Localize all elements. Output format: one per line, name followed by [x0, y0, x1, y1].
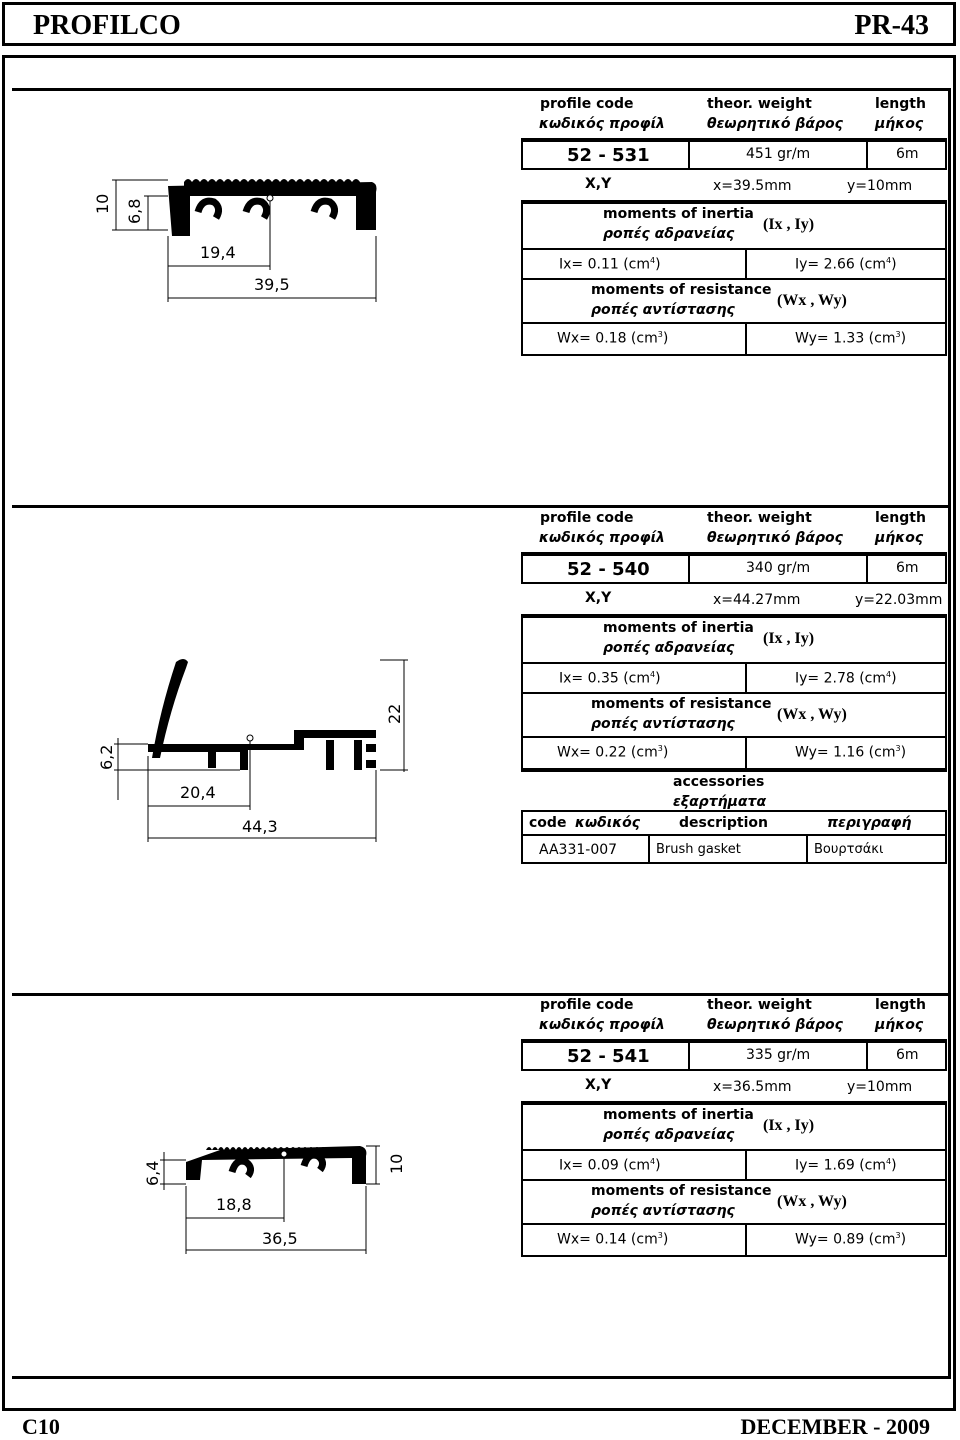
length-value: 6m [896, 1047, 919, 1063]
inertia-label-gr: ροπές αδρανείας [603, 226, 735, 242]
resistance-label-gr: ροπές αντίστασης [591, 716, 735, 732]
dim-height: 6,4 [143, 1160, 162, 1186]
profile-code: 52 - 540 [567, 559, 650, 580]
dim-centroid-x: 20,4 [180, 783, 216, 802]
inertia-symbol: (Ix , Iy) [763, 216, 815, 233]
wx-value: Wx= 0.18 (cm [557, 330, 658, 347]
resistance-label: moments of resistance [591, 1183, 772, 1199]
wy-value: Wy= 1.16 (cm [795, 744, 896, 761]
acc-code-label-gr: κωδικός [575, 815, 641, 831]
weight-value: 335 gr/m [746, 1047, 811, 1063]
dim-height: 6,2 [97, 744, 116, 770]
iy-value: Iy= 2.78 (cm [795, 670, 887, 687]
acc-code-label: code [529, 815, 567, 831]
inertia-symbol: (Ix , Iy) [763, 630, 815, 647]
weight-value: 451 gr/m [746, 146, 811, 162]
screw-channel [304, 1155, 323, 1170]
inertia-label: moments of inertia [603, 206, 754, 222]
iy-value: Iy= 2.66 (cm [795, 256, 887, 273]
dim-total-height: 10 [387, 1153, 406, 1174]
profile-code-label: profile code [540, 997, 634, 1013]
resistance-symbol: (Wx , Wy) [777, 1193, 847, 1210]
centroid-y: y=22.03mm [855, 592, 943, 608]
inertia-label: moments of inertia [603, 1107, 754, 1123]
dim-width: 36,5 [262, 1229, 298, 1248]
dim-centroid-x: 19,4 [200, 243, 236, 262]
centroid-label: X,Y [585, 176, 612, 192]
weight-label-gr: θεωρητικό βάρος [707, 116, 843, 132]
length-label: length [875, 997, 926, 1013]
acc-desc-label-gr: περιγραφή [827, 815, 912, 831]
length-label-gr: μήκος [875, 1017, 924, 1033]
inertia-label: moments of inertia [603, 620, 754, 636]
dim-width: 39,5 [254, 275, 290, 294]
profile-spec-table: profile code κωδικός προφίλ theor. weight θεωρητικό βάρος length μήκος 52 - 531 451 gr/m 6m X,Y x=39.5mm y=10mm moments of inertia ροπές αδρανείας (Ix , Iy) Ix= 0.11 $(cm^4)$ Iy= 2.66 $(cm^4)$ moments of resistance ροπές αντίστασης (Wx , Wy) Wx= 0.18 $(cm^3)$ Wy= 1.33 $(cm^3)$ [521, 94, 947, 356]
profile-code-label-gr: κωδικός προφίλ [539, 530, 665, 546]
length-label-gr: μήκος [875, 116, 924, 132]
profile-code: 52 - 541 [567, 1046, 650, 1067]
dim-height: 10 [93, 193, 112, 214]
accessory-desc: Brush gasket [656, 842, 741, 857]
resistance-label-gr: ροπές αντίστασης [591, 1203, 735, 1219]
centroid-label: X,Y [585, 590, 612, 606]
ix-value: Ix= 0.09 (cm [559, 1157, 651, 1174]
inertia-label-gr: ροπές αδρανείας [603, 640, 735, 656]
dim-width: 44,3 [242, 817, 278, 836]
profile-code: 52 - 531 [567, 145, 650, 166]
accessory-code: AA331-007 [539, 842, 618, 858]
dim-centroid-x: 18,8 [216, 1195, 252, 1214]
page-code: PR-43 [854, 10, 929, 41]
screw-channel [232, 1161, 251, 1176]
accessories-label-gr: εξαρτήματα [673, 794, 767, 810]
accessories-label: accessories [673, 774, 765, 790]
profile-spec-table: profile code κωδικός προφίλ theor. weight θεωρητικό βάρος length μήκος 52 - 541 335 gr/m 6m X,Y x=36.5mm y=10mm moments of inertia ροπές αδρανείας (Ix , Iy) Ix= 0.09 $(cm^4)$ Iy= 1.69 $(cm^4)$ moments of resistance ροπές αντίστασης (Wx , Wy) Wx= 0.14 $(cm^3)$ Wy= 0.89 $(cm^3)$ [521, 995, 947, 1257]
length-value: 6m [896, 560, 919, 576]
length-label: length [875, 96, 926, 112]
weight-label-gr: θεωρητικό βάρος [707, 1017, 843, 1033]
wy-value: Wy= 1.33 (cm [795, 330, 896, 347]
brand-name: PROFILCO [33, 10, 181, 41]
iy-value: Iy= 1.69 (cm [795, 1157, 887, 1174]
accessory-desc-gr: Βουρτσάκι [814, 842, 884, 857]
weight-label: theor. weight [707, 997, 812, 1013]
resistance-label: moments of resistance [591, 696, 772, 712]
profile-code-label-gr: κωδικός προφίλ [539, 116, 665, 132]
ix-value: Ix= 0.35 (cm [559, 670, 651, 687]
profile-body [186, 1146, 366, 1184]
inertia-symbol: (Ix , Iy) [763, 1117, 815, 1134]
footer-section: C10 [22, 1414, 60, 1439]
weight-label-gr: θεωρητικό βάρος [707, 530, 843, 546]
wx-value: Wx= 0.14 (cm [557, 1231, 658, 1248]
ix-value: Ix= 0.11 (cm [559, 256, 651, 273]
weight-label: theor. weight [707, 96, 812, 112]
centroid-label: X,Y [585, 1077, 612, 1093]
inertia-label-gr: ροπές αδρανείας [603, 1127, 735, 1143]
length-value: 6m [896, 146, 919, 162]
profile-code-label: profile code [540, 510, 634, 526]
centroid-x: x=44.27mm [713, 592, 801, 608]
wx-value: Wx= 0.22 (cm [557, 744, 658, 761]
dim-inner-height: 6,8 [125, 198, 144, 224]
length-label: length [875, 510, 926, 526]
resistance-label: moments of resistance [591, 282, 772, 298]
profile-code-label: profile code [540, 96, 634, 112]
centroid-y: y=10mm [847, 1079, 913, 1095]
length-label-gr: μήκος [875, 530, 924, 546]
centroid-y: y=10mm [847, 178, 913, 194]
centroid-x: x=39.5mm [713, 178, 792, 194]
weight-value: 340 gr/m [746, 560, 811, 576]
resistance-symbol: (Wx , Wy) [777, 706, 847, 723]
resistance-symbol: (Wx , Wy) [777, 292, 847, 309]
profile-code-label-gr: κωδικός προφίλ [539, 1017, 665, 1033]
resistance-label-gr: ροπές αντίστασης [591, 302, 735, 318]
profile-spec-table: profile code κωδικός προφίλ theor. weight θεωρητικό βάρος length μήκος 52 - 540 340 gr/m 6m X,Y x=44.27mm y=22.03mm moments of inertia ροπές αδρανείας (Ix , Iy) Ix= 0.35 $(cm^4)$ Iy= 2.78 $(cm^4)$ moments of resistance ροπές αντίστασης (Wx , Wy) Wx= 0.22 $(cm^3)$ Wy= 1.16 $(cm^3)$ accessories εξαρτήματα code κωδικός description περιγραφή AA331-007 Brush gasket Βουρτσάκι [521, 508, 947, 864]
weight-label: theor. weight [707, 510, 812, 526]
footer-date: DECEMBER - 2009 [740, 1414, 930, 1439]
wy-value: Wy= 0.89 (cm [795, 1231, 896, 1248]
centroid-x: x=36.5mm [713, 1079, 792, 1095]
acc-desc-label: description [679, 815, 768, 831]
dim-total-height: 22 [385, 703, 404, 724]
